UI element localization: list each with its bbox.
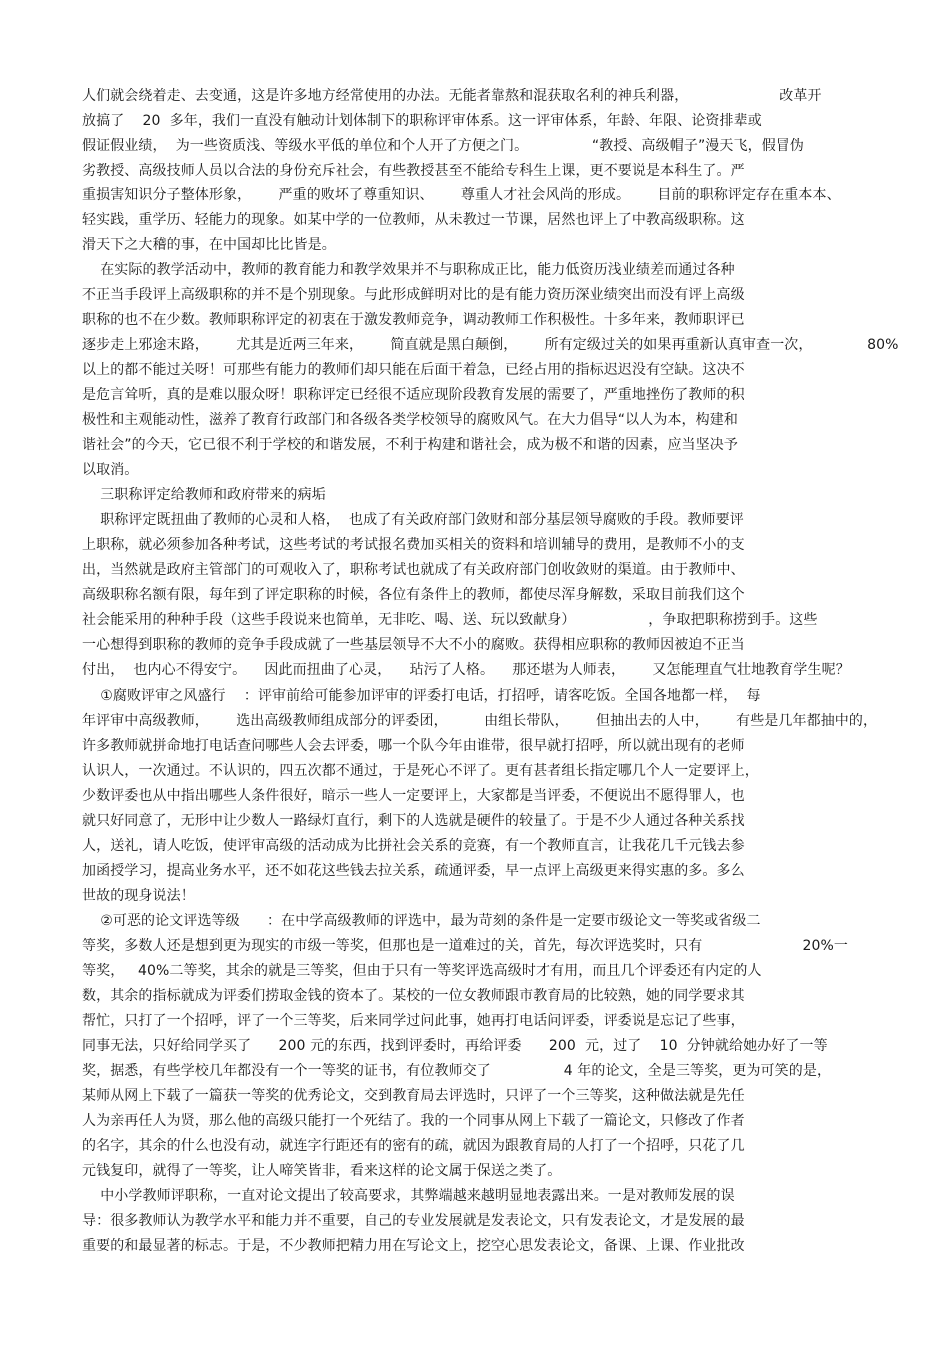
- text-line: 人们就会绕着走、去变通，这是许多地方经常使用的办法。无能者靠熬和混获取名利的神兵利器， 改革开: [82, 88, 822, 104]
- text-line: 帮忙，只打了一个招呼，评了一个三等奖，后来同学过问此事，她再打电话问评委，评委说是忘记了些事，: [82, 1013, 745, 1029]
- text-line: 放搞了 20 多年，我们一直没有触动计划体制下的职称评审体系。这一评审体系，年龄、年限、论资排辈或: [82, 113, 762, 129]
- text-line: 等奖， 40%二等奖，其余的就是三等奖，但由于只有一等奖评选高级时才有用，而且几个评委还有内定的人: [82, 963, 762, 979]
- text-line: 等奖，多数人还是想到更为现实的市级一等奖，但那也是一道难过的关，首先，每次评选奖时，只有 20%一: [82, 938, 849, 954]
- text-line: 职称的也不在少数。教师职称评定的初衷在于激发教师竞争，调动教师工作积极性。十多年来，教师职评已: [82, 312, 745, 328]
- text-line: 劣教授、高级技师人员以合法的身份充斥社会，有些教授甚至不能给专科生上课，更不要说是本科生了。严: [82, 163, 745, 179]
- text-line: 的名字，其余的什么也没有动，就连字行距还有的密有的疏，就因为跟教育局的人打了一个招呼，只花了几: [82, 1138, 745, 1154]
- text-line: 许多教师就拼命地打电话查问哪些人会去评委，哪一个队今年由谁带，很早就打招呼，所以就出现有的老师: [82, 738, 745, 754]
- text-line: 元钱复印，就得了一等奖，让人啼笑皆非，看来这样的论文属于保送之类了。: [82, 1163, 562, 1179]
- text-line: 谐社会”的今天，它已很不利于学校的和谐发展，不利于构建和谐社会，成为极不和谐的因素，应当坚决予: [82, 437, 738, 453]
- text-line: 假证假业绩， 为一些资质浅、等级水平低的单位和个人开了方便之门。 “教授、高级帽子”漫天飞，假冒伪: [82, 138, 805, 154]
- text-line: 高级职称名额有限，每年到了评定职称的时候，各位有条件上的教师，都使尽浑身解数，采取目前我们这个: [82, 587, 745, 603]
- text-line: 极性和主观能动性，滋养了教育行政部门和各级各类学校领导的腐败风气。在大力倡导“以人为本，构建和: [82, 412, 738, 428]
- text-line: 重要的和最显著的标志。于是，不少教师把精力用在写论文上，挖空心思发表论文，备课、上课、作业批改: [82, 1238, 745, 1254]
- text-line: 逐步走上邪途末路， 尤其是近两三年来， 简直就是黑白颠倒， 所有定级过关的如果再重新认真审查一次， 80%: [82, 337, 899, 353]
- text-line: 认识人，一次通过。不认识的，四五次都不通过，于是死心不评了。更有甚者组长指定哪几个人一定要评上，: [82, 763, 759, 779]
- text-line: 就只好同意了，无形中让少数人一路绿灯直行，剩下的人选就是硬件的较量了。于是不少人通过各种关系找: [82, 813, 745, 829]
- text-line: 以取消。: [82, 462, 139, 478]
- paragraph-start: ②可恶的论文评选等级 ：在中学高级教师的评选中，最为苛刻的条件是一定要市级论文一等奖或省级二: [82, 913, 761, 929]
- text-line: 一心想得到职称的教师的竞争手段成就了一些基层领导不大不小的腐败。获得相应职称的教师因被迫不正当: [82, 637, 745, 653]
- text-line: 出，当然就是政府主管部门的可观收入了，职称考试也就成了有关政府部门创收敛财的渠道。由于教师中、: [82, 562, 745, 578]
- text-line: 滑天下之大稽的事，在中国却比比皆是。: [82, 237, 336, 253]
- text-line: 上职称，就必须参加各种考试，这些考试的考试报名费加买相关的资料和培训辅导的费用，是教师不小的支: [82, 537, 745, 553]
- text-line: 人为亲再任人为贤，那么他的高级只能打一个死结了。我的一个同事从网上下载了一篇论文，只修改了作者: [82, 1113, 745, 1129]
- text-line: 人，送礼，请人吃饭，使评审高级的活动成为比拼社会关系的竞赛，有一个教师直言，让我花几千元钱去参: [82, 838, 745, 854]
- paragraph-start: ①腐败评审之风盛行 ：评审前给可能参加评审的评委打电话，打招呼，请客吃饭。全国各地都一样， 每: [82, 688, 761, 704]
- paragraph-start: 在实际的教学活动中，教师的教育能力和教学效果并不与职称成正比，能力低资历浅业绩差而通过各种: [82, 262, 735, 278]
- text-line: 是危言耸听，真的是难以服众呀！职称评定已经很不适应现阶段教育发展的需要了，严重地挫伤了教师的积: [82, 387, 745, 403]
- text-line: 某师从网上下载了一篇获一等奖的优秀论文，交到教育局去评选时，只评了一个三等奖，这种做法就是先任: [82, 1088, 745, 1104]
- text-line: 导：很多教师认为教学水平和能力并不重要，自己的专业发展就是发表论文，只有发表论文，才是发展的最: [82, 1213, 745, 1229]
- text-line: 不正当手段评上高级职称的并不是个别现象。与此形成鲜明对比的是有能力资历深业绩突出而没有评上高级: [82, 287, 745, 303]
- section-heading: 三职称评定给教师和政府带来的病垢: [82, 487, 326, 503]
- text-line: 世故的现身说法！: [82, 888, 195, 904]
- text-line: 轻实践，重学历、轻能力的现象。如某中学的一位教师，从未教过一节课，居然也评上了中教高级职称。这: [82, 212, 745, 228]
- text-line: 付出， 也内心不得安宁。 因此而扭曲了心灵， 玷污了人格。 那还堪为人师表， 又怎能理直气壮地教育学生呢？: [82, 662, 850, 678]
- paragraph-start: 中小学教师评职称，一直对论文提出了较高要求，其弊端越来越明显地表露出来。一是对教师发展的误: [82, 1188, 735, 1204]
- text-line: 社会能采用的种种手段（这些手段说来也简单，无非吃、喝、送、玩以致献身） ，争取把职称捞到手。这些: [82, 612, 818, 628]
- text-line: 同事无法，只好给同学买了 200 元的东西，找到评委时，再给评委 200 元，过了 10 分钟就给她办好了一等: [82, 1038, 828, 1054]
- text-line: 加函授学习，提高业务水平，还不如花这些钱去拉关系，疏通评委，早一点评上高级更来得实惠的多。多么: [82, 863, 745, 879]
- paragraph-start: 职称评定既扭曲了教师的心灵和人格， 也成了有关政府部门敛财和部分基层领导腐败的手段。教师要评: [82, 512, 744, 528]
- text-line: 以上的都不能过关呀！可那些有能力的教师们却只能在后面干着急，已经占用的指标迟迟没有空缺。这决不: [82, 362, 745, 378]
- text-line: 重损害知识分子整体形象， 严重的败坏了尊重知识、 尊重人才社会风尚的形成。 目前的职称评定存在重本本、: [82, 187, 841, 203]
- text-line: 奖，据悉，有些学校几年都没有一个一等奖的证书，有位教师交了 4 年的论文，全是三等奖，更为可笑的是，: [82, 1063, 832, 1079]
- text-line: 少数评委也从中指出哪些人条件很好，暗示一些人一定要评上，大家都是当评委，不便说出不愿得罪人，也: [82, 788, 745, 804]
- text-line: 年评审中高级教师， 选出高级教师组成部分的评委团， 由组长带队， 但抽出去的人中， 有些是几年都抽中的，: [82, 713, 878, 729]
- text-line: 数，其余的指标就成为评委们捞取金钱的资本了。某校的一位女教师跟市教育局的比较熟，她的同学要求其: [82, 988, 745, 1004]
